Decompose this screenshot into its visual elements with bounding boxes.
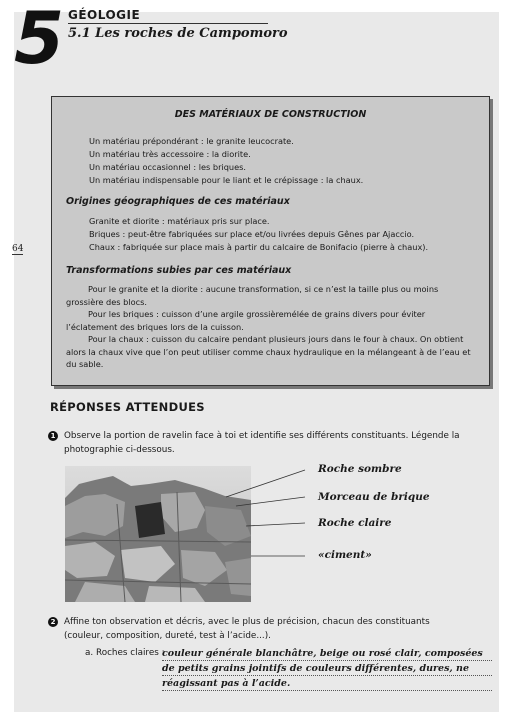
page-number: 64 bbox=[12, 244, 24, 254]
item-a-answer: couleur générale blanchâtre, beige ou rosé clair, composées de petits grains jointifs de couleurs différentes, dures, ne réagissant pas à l’acide. bbox=[162, 648, 483, 689]
intro-line: Un matériau très accessoire : la diorite. bbox=[89, 149, 251, 159]
origins-line: Chaux : fabriquée sur place mais à partir du calcaire de Bonifacio (pierre à chaux). bbox=[89, 242, 429, 252]
transform-paragraph: Pour la chaux : cuisson du calcaire pendant plusieurs jours dans le four à chaux. On obtient alors la chaux vive que l’on peut utiliser comme chaux hydraulique en la mélangeant à de l’eau et du sable. bbox=[66, 334, 471, 369]
chapter-title: GÉOLOGIE bbox=[68, 8, 141, 22]
intro-line: Un matériau occasionnel : les briques. bbox=[89, 162, 247, 172]
label-dark-rock: Roche sombre bbox=[318, 463, 402, 475]
section-title: 5.1 Les roches de Campomoro bbox=[68, 26, 288, 41]
answers-title: RÉPONSES ATTENDUES bbox=[50, 400, 205, 414]
question-bullet: 2 bbox=[48, 617, 58, 627]
origins-line: Granite et diorite : matériaux pris sur place. bbox=[89, 216, 270, 226]
question-1-text: Observe la portion de ravelin face à toi et identifie ses différents constituants. Légende la photographie ci-dessous. bbox=[64, 431, 460, 455]
chapter-number: 5 bbox=[14, 0, 65, 80]
box-title: DES MATÉRIAUX DE CONSTRUCTION bbox=[174, 109, 367, 120]
label-cement: «ciment» bbox=[318, 549, 372, 561]
label-brick: Morceau de brique bbox=[318, 491, 430, 503]
intro-line: Un matériau prépondérant : le granite leucocrate. bbox=[89, 136, 294, 146]
question-bullet: 1 bbox=[48, 431, 58, 441]
label-light-rock: Roche claire bbox=[318, 517, 392, 529]
transform-heading: Transformations subies par ces matériaux bbox=[66, 265, 292, 276]
item-a-label: a. Roches claires : bbox=[85, 648, 165, 658]
transform-paragraph: Pour les briques : cuisson d’une argile grossièremélée de grains divers pour éviter l’éclatement des briques lors de la cuisson. bbox=[66, 309, 426, 332]
intro-line: Un matériau indispensable pour le liant et le crépissage : la chaux. bbox=[89, 175, 364, 185]
transform-paragraph: Pour le granite et la diorite : aucune transformation, si ce n’est la taille plus ou moins grossière des blocs. bbox=[66, 284, 439, 307]
question-2-text: Affine ton observation et décris, avec le plus de précision, chacun des constituants (couleur, composition, dureté, test à l’acide...). bbox=[64, 617, 430, 641]
origins-line: Briques : peut-être fabriquées sur place et/ou livrées depuis Gênes par Ajaccio. bbox=[89, 229, 415, 239]
origins-heading: Origines géographiques de ces matériaux bbox=[66, 196, 290, 207]
